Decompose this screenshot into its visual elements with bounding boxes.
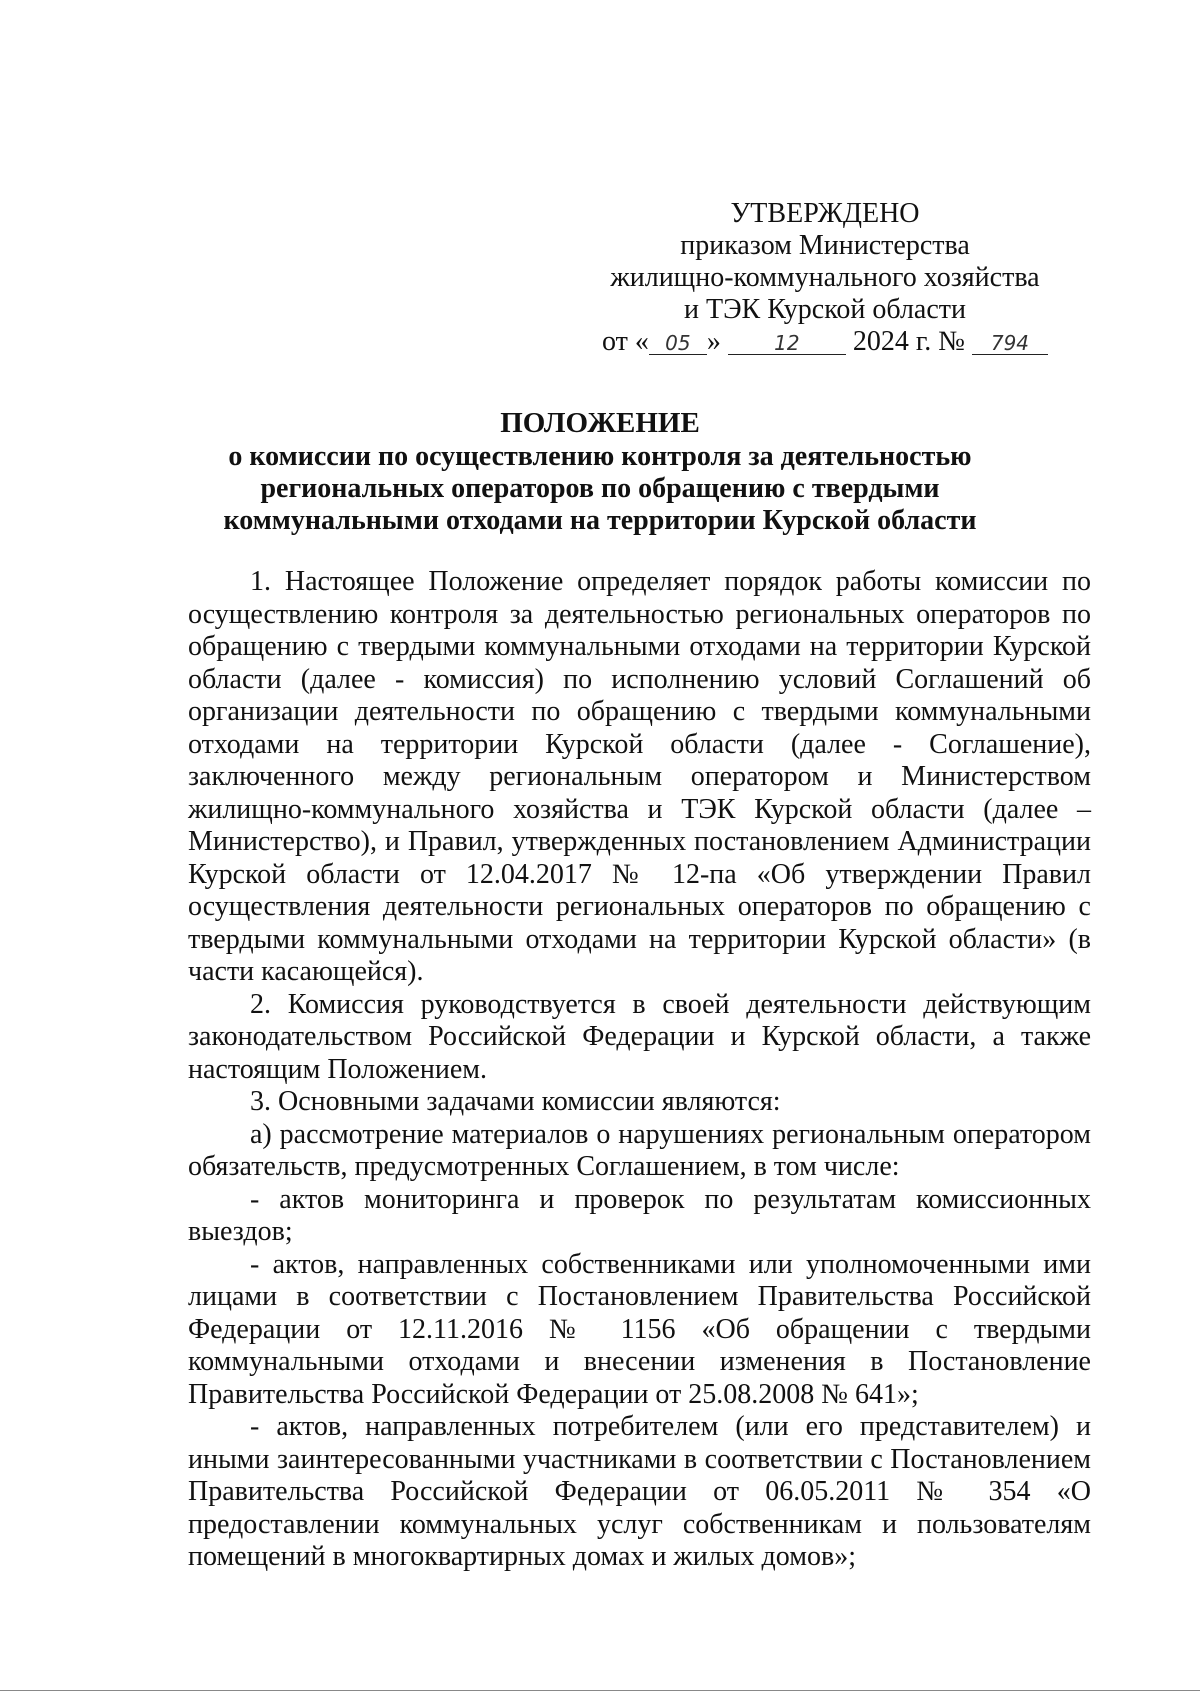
handwritten-number: 794	[972, 332, 1048, 355]
handwritten-month: 12	[728, 332, 846, 355]
title-sub-1: о комиссии по осуществлению контроля за деятельностью	[228, 441, 972, 472]
date-mid: »	[706, 326, 721, 357]
date-prefix: от «	[602, 326, 649, 357]
year-text: 2024 г. №	[852, 326, 965, 357]
title-main: ПОЛОЖЕНИЕ	[500, 407, 700, 439]
approval-block	[560, 198, 1090, 358]
list-item-inspection-acts: - актов мониторинга и проверок по результатам комиссионных выездов;	[188, 1183, 1091, 1247]
paragraph-3a: а) рассмотрение материалов о нарушениях региональным оператором обязательств, предусмотренных Соглашением, в том числе:	[188, 1118, 1091, 1182]
document-title	[160, 407, 1040, 537]
paragraph-1: 1. Настоящее Положение определяет порядок работы комиссии по осуществлению контроля за деятельностью региональных операторов по обращению с твердыми коммунальными отходами на территории Курской области (далее - комиссия) по исполнению условий Соглашений об организации деятельности по обращению с твердыми коммунальными отходами на территории Курской области (далее - Соглашение), заключенного между региональным оператором и Министерством жилищно-коммунального хозяйства и ТЭК Курской области (далее – Министерство), и Правил, утвержденных постановлением Администрации Курской области от 12.04.2017 № 12-па «Об утверждении Правил осуществления деятельности региональных операторов по обращению с твердыми коммунальными отходами на территории Курской области» (в части касающейся).	[188, 566, 1091, 987]
approval-line-ministry: жилищно-коммунального хозяйства	[610, 262, 1040, 293]
approval-line-order: приказом Министерства	[680, 230, 970, 261]
title-sub-2: региональных операторов по обращению с твердыми	[260, 473, 940, 504]
paragraph-2: 2. Комиссия руководствуется в своей деятельности действующим законодательством Российской Федерации и Курской области, а также настоящим Положением.	[188, 988, 1091, 1085]
approval-heading: УТВЕРЖДЕНО	[730, 198, 920, 229]
handwritten-day: 05	[649, 332, 707, 355]
paragraph-3: 3. Основными задачами комиссии являются:	[250, 1086, 781, 1117]
approval-date-line	[560, 326, 1090, 358]
list-item-consumer-acts: - актов, направленных потребителем (или его представителем) и иными заинтересованными участниками в соответствии с Постановлением Правительства Российской Федерации от 06.05.2011 № 354 «О предоставлении коммунальных услуг собственникам и пользователям помещений в многоквартирных домах и жилых домов»;	[188, 1411, 1091, 1572]
title-sub-3: коммунальными отходами на территории Курской области	[223, 505, 977, 536]
scan-bottom-edge	[0, 1690, 1200, 1691]
document-body	[188, 566, 1091, 1574]
list-item-owner-acts: - актов, направленных собственниками или уполномоченными ими лицами в соответствии с Постановлением Правительства Российской Федерации от 12.11.2016 № 1156 «Об обращении с твердыми коммунальными отходами и внесении изменения в Постановление Правительства Российской Федерации от 25.08.2008 № 641»;	[188, 1248, 1091, 1410]
approval-line-region: и ТЭК Курской области	[683, 294, 966, 325]
